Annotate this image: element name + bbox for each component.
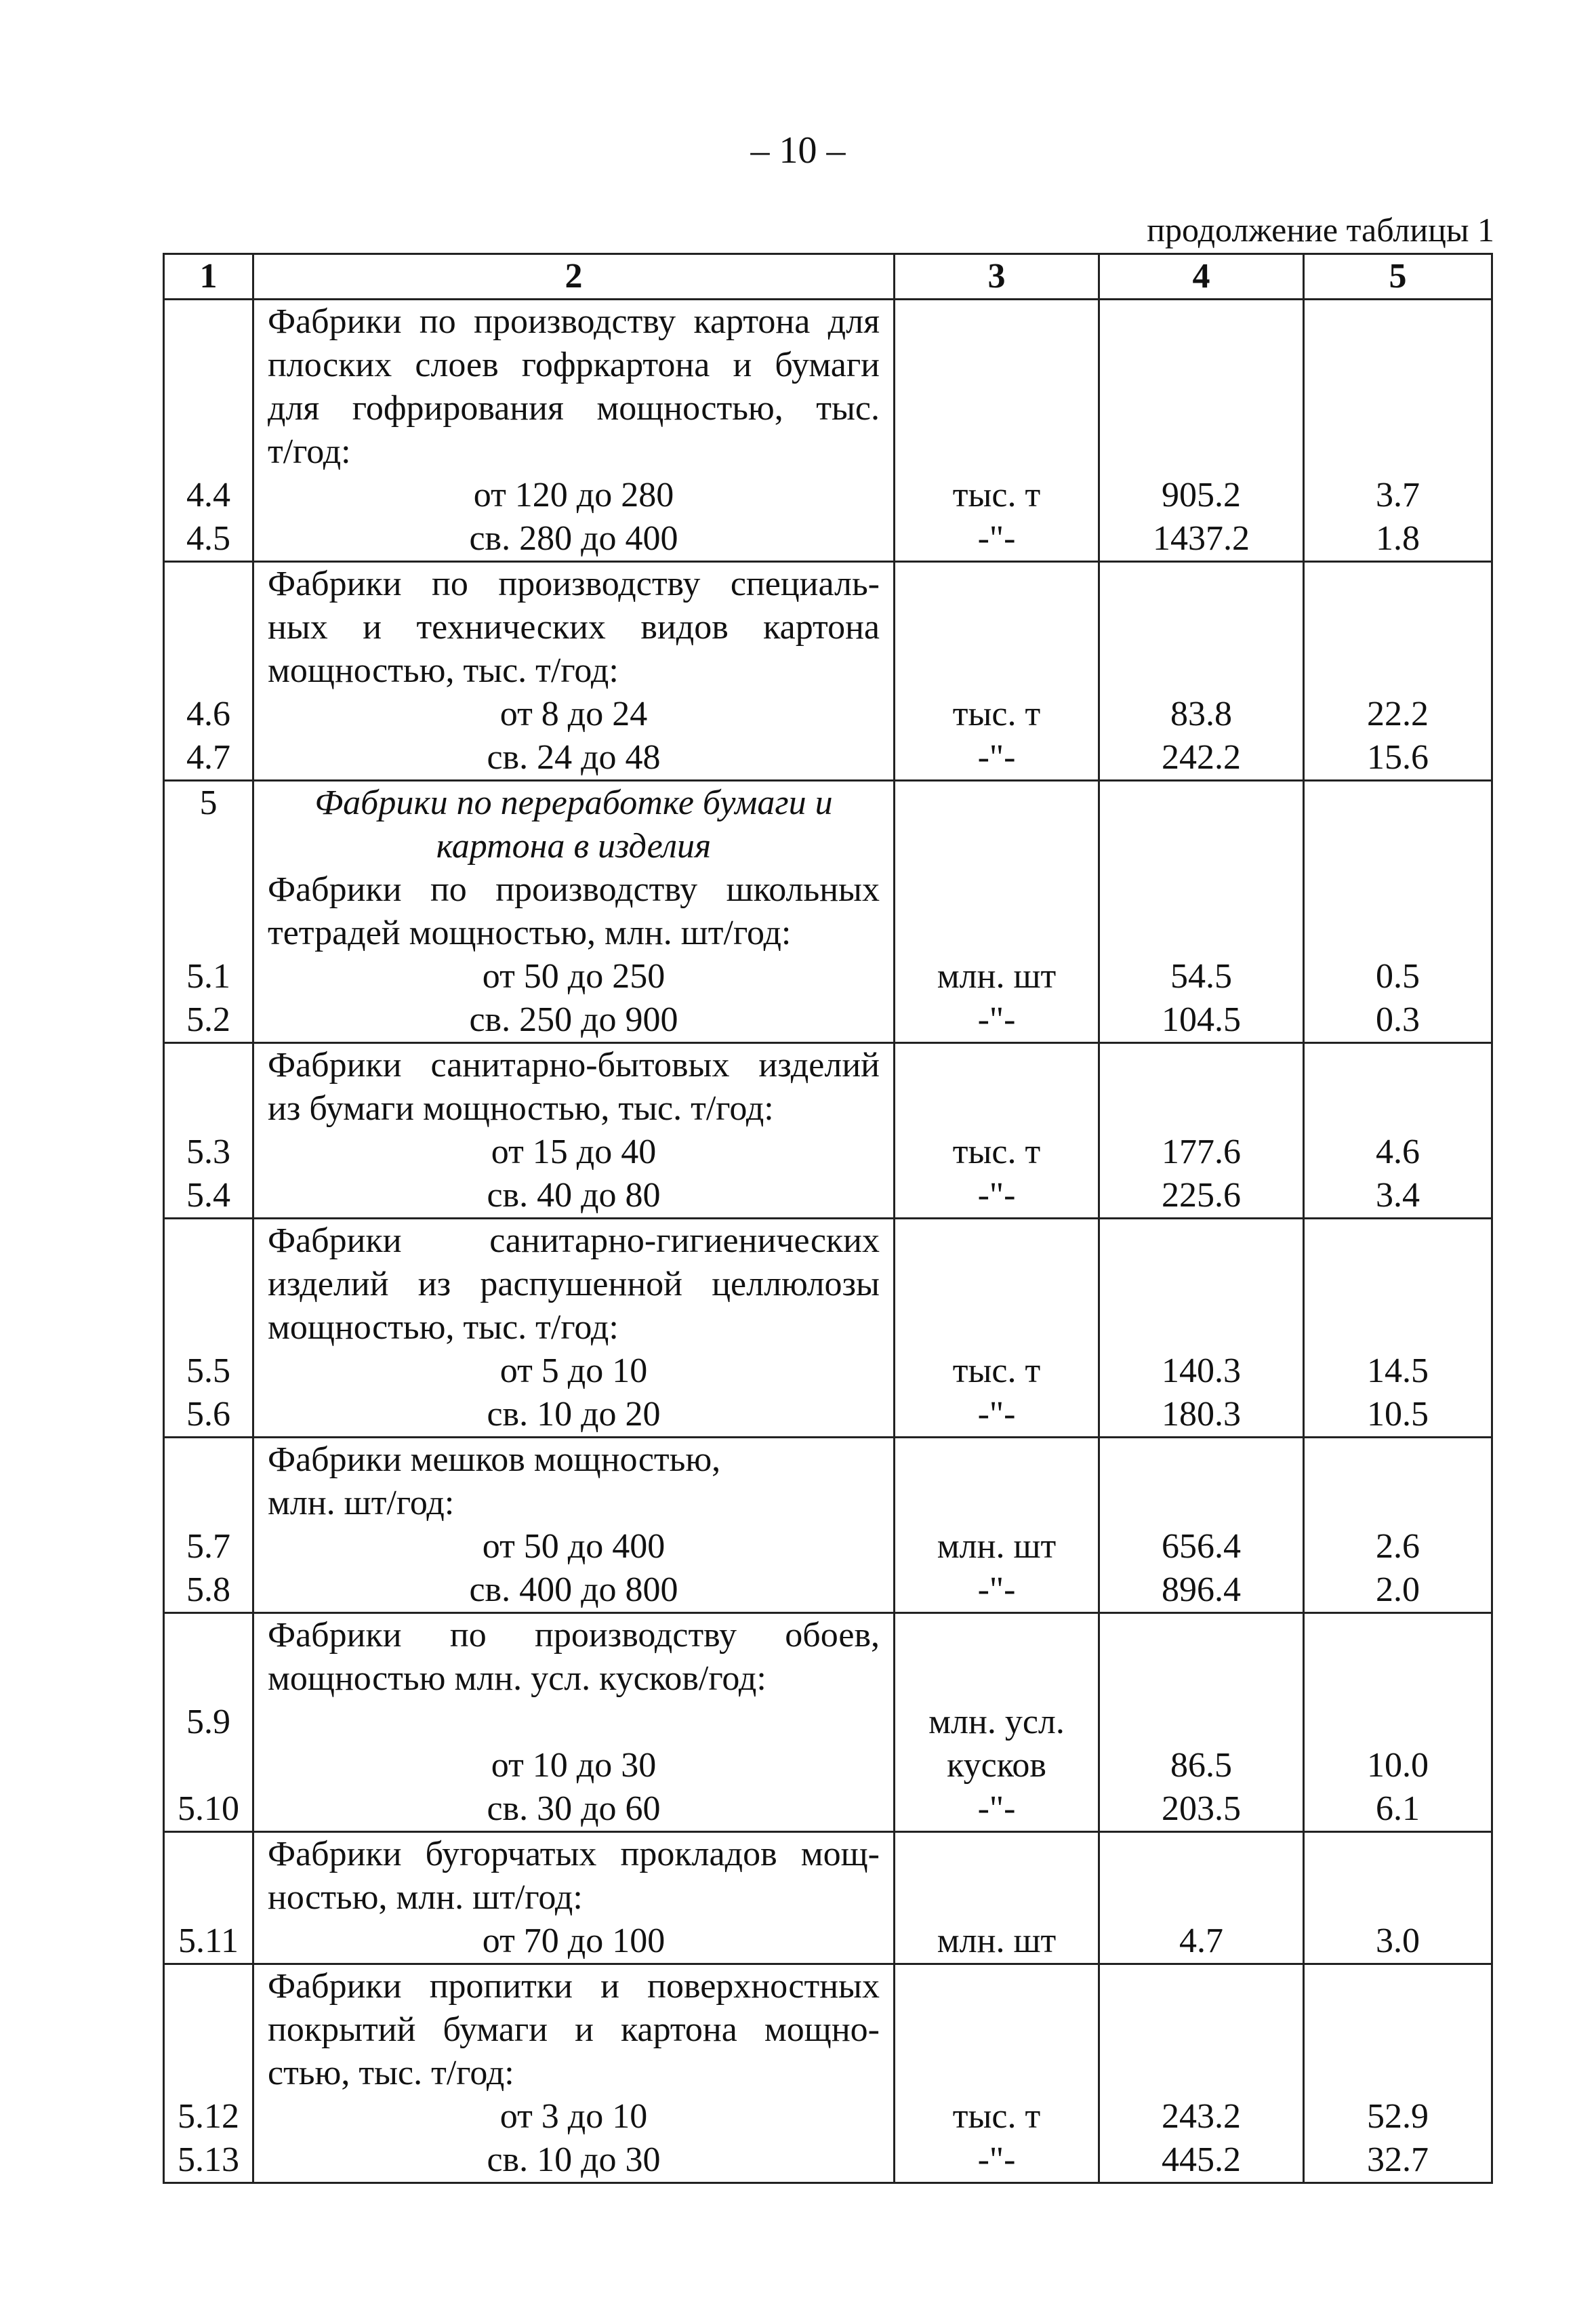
row-unit: тыс. т [952,1352,1041,1390]
row-value-5: 52.9 [1367,2097,1429,2136]
cell-description [253,781,895,1043]
group-heading-line: Фабрики по производству картона для [268,302,880,341]
row-value-4: 445.2 [1162,2140,1241,2179]
group-heading-line: млн. шт/год: [268,1484,455,1522]
row-unit: тыс. т [952,695,1041,733]
row-code: 5.5 [186,1352,230,1390]
cell-code [164,562,253,781]
cell-value-4 [1099,300,1304,562]
group-heading-line: тетрадей мощностью, млн. шт/год: [268,914,792,952]
row-value-5: 15.6 [1367,738,1429,777]
row-code: 5.4 [186,1176,230,1215]
table-row [164,1964,1492,2183]
row-unit: -"- [977,1395,1016,1434]
row-range: от 70 до 100 [482,1922,666,1960]
row-value-4: 225.6 [1162,1176,1241,1215]
cell-unit [895,300,1099,562]
cell-description [253,300,895,562]
row-unit: -"- [977,738,1016,777]
cell-value-4 [1099,562,1304,781]
row-range: св. 30 до 60 [487,1789,661,1828]
row-value-5: 0.3 [1376,1000,1420,1039]
row-value-5: 10.0 [1367,1746,1429,1785]
row-value-5: 3.0 [1376,1922,1420,1960]
table-row [164,562,1492,781]
cell-unit [895,781,1099,1043]
table-row [164,1219,1492,1438]
row-value-4: 905.2 [1162,476,1241,514]
cell-description [253,1043,895,1219]
table-body [164,300,1492,2183]
row-unit: кусков [947,1746,1046,1785]
cell-code [164,300,253,562]
row-value-4: 656.4 [1162,1527,1241,1566]
row-value-4: 1437.2 [1153,519,1250,558]
group-heading-line: изделий из распушенной целлюлозы [268,1265,880,1303]
row-value-4: 140.3 [1162,1352,1241,1390]
row-code: 5.9 [186,1703,230,1741]
table-continuation-label: продолжение таблицы 1 [1147,211,1494,249]
table-row [164,1613,1492,1832]
row-value-5: 22.2 [1367,695,1429,733]
group-heading-line: Фабрики по производству школьных [268,870,880,909]
cell-unit [895,1438,1099,1613]
row-unit: -"- [977,519,1016,558]
column-header-1: 1 [164,254,253,300]
row-range: от 8 до 24 [499,695,648,733]
group-heading-line: Фабрики бугорчатых прокладов мощ- [268,1835,880,1873]
group-heading-line: Фабрики санитарно-бытовых изделий [268,1046,880,1084]
cell-value-5 [1304,1832,1492,1964]
row-value-5: 3.7 [1376,476,1420,514]
cell-code [164,1438,253,1613]
row-code: 5.12 [178,2097,239,2136]
cell-code [164,1043,253,1219]
section-title-line: Фабрики по переработке бумаги и [314,784,833,822]
row-value-4: 86.5 [1170,1746,1232,1785]
row-range: от 120 до 280 [473,476,674,514]
row-range: св. 250 до 900 [469,1000,678,1039]
cell-code [164,1832,253,1964]
cell-value-5 [1304,781,1492,1043]
row-code: 5.2 [186,1000,230,1039]
cell-value-5 [1304,562,1492,781]
row-value-4: 242.2 [1162,738,1241,777]
group-heading-line: Фабрики пропитки и поверхностных [268,1967,880,2006]
table-row [164,781,1492,1043]
row-value-4: 54.5 [1170,957,1232,996]
cell-value-4 [1099,1219,1304,1438]
group-heading-line: Фабрики по производству специаль- [268,565,880,603]
row-value-4: 243.2 [1162,2097,1241,2136]
group-heading-line: стью, тыс. т/год: [268,2054,514,2092]
row-value-5: 10.5 [1367,1395,1429,1434]
row-value-5: 3.4 [1376,1176,1420,1215]
cell-value-5 [1304,1219,1492,1438]
group-heading-line: ностью, млн. шт/год: [268,1878,583,1917]
cell-value-5 [1304,1613,1492,1832]
group-heading-line: покрытий бумаги и картона мощно- [268,2010,880,2049]
row-code: 5.13 [178,2140,239,2179]
section-title-line: картона в изделия [436,827,712,866]
capacity-table [163,253,1493,2184]
row-range: св. 280 до 400 [469,519,678,558]
row-code: 4.6 [186,695,230,733]
cell-description [253,1438,895,1613]
row-unit: -"- [977,1176,1016,1215]
table-row [164,1832,1492,1964]
row-value-4: 180.3 [1162,1395,1241,1434]
row-code: 4.7 [186,738,230,777]
row-code: 5.8 [186,1570,230,1609]
row-code: 5.1 [186,957,230,996]
group-heading-line: плоских слоев гофркартона и бумаги [268,346,880,384]
group-heading-line: Фабрики санитарно-гигиенических [268,1221,880,1260]
group-heading-line: мощностью, тыс. т/год: [268,651,619,690]
row-code: 4.4 [186,476,230,514]
row-unit: тыс. т [952,476,1041,514]
column-header-5: 5 [1304,254,1492,300]
cell-code [164,1219,253,1438]
row-range: св. 10 до 20 [487,1395,661,1434]
row-range: св. 40 до 80 [487,1176,661,1215]
row-value-5: 4.6 [1376,1133,1420,1171]
cell-value-5 [1304,300,1492,562]
row-code: 5.3 [186,1133,230,1171]
row-value-4: 104.5 [1162,1000,1241,1039]
row-value-5: 2.6 [1376,1527,1420,1566]
column-header-2: 2 [253,254,895,300]
page-number: – 10 – [750,129,846,171]
row-value-5: 6.1 [1376,1789,1420,1828]
cell-unit [895,1832,1099,1964]
cell-code [164,1964,253,2183]
row-unit-top: млн. усл. [928,1703,1065,1741]
row-range: от 50 до 400 [482,1527,666,1566]
row-value-5: 0.5 [1376,957,1420,996]
cell-value-5 [1304,1964,1492,2183]
cell-description [253,1832,895,1964]
cell-value-5 [1304,1438,1492,1613]
cell-unit [895,1043,1099,1219]
cell-value-5 [1304,1043,1492,1219]
cell-value-4 [1099,1613,1304,1832]
column-header-4: 4 [1099,254,1304,300]
row-unit: -"- [977,2140,1016,2179]
row-range: от 10 до 30 [491,1746,657,1785]
row-value-4: 4.7 [1179,1922,1223,1960]
group-heading-line: Фабрики по производству обоев, [268,1616,880,1655]
row-code: 4.5 [186,519,230,558]
group-heading-line: для гофрирования мощностью, тыс. [268,389,880,428]
cell-unit [895,1219,1099,1438]
row-unit: млн. шт [937,957,1057,996]
row-range: св. 10 до 30 [487,2140,661,2179]
row-unit: тыс. т [952,2097,1041,2136]
row-value-5: 14.5 [1367,1352,1429,1390]
cell-code [164,781,253,1043]
row-code: 5.7 [186,1527,230,1566]
row-value-4: 203.5 [1162,1789,1241,1828]
group-heading-line: т/год: [268,432,351,471]
cell-unit [895,1613,1099,1832]
row-range: от 5 до 10 [499,1352,648,1390]
section-code: 5 [199,784,218,822]
group-heading-line: из бумаги мощностью, тыс. т/год: [268,1089,774,1128]
row-value-5: 2.0 [1376,1570,1420,1609]
cell-value-4 [1099,1043,1304,1219]
row-value-4: 896.4 [1162,1570,1241,1609]
row-value-4: 83.8 [1170,695,1232,733]
row-unit: млн. шт [937,1527,1057,1566]
cell-unit [895,562,1099,781]
cell-unit [895,1964,1099,2183]
column-header-3: 3 [895,254,1099,300]
row-unit: млн. шт [937,1922,1057,1960]
group-heading-line: Фабрики мешков мощностью, [268,1440,721,1479]
cell-description [253,562,895,781]
table-header-row [164,254,1492,300]
table-row [164,300,1492,562]
cell-value-4 [1099,781,1304,1043]
row-unit: -"- [977,1000,1016,1039]
cell-code [164,1613,253,1832]
group-heading-line: мощностью млн. усл. кусков/год: [268,1659,766,1698]
group-heading-line: мощностью, тыс. т/год: [268,1308,619,1347]
row-range: от 15 до 40 [491,1133,657,1171]
row-code: 5.11 [178,1922,239,1960]
table-row [164,1043,1492,1219]
group-heading-line: ных и технических видов картона [268,608,880,647]
row-code: 5.10 [178,1789,239,1828]
table-row [164,1438,1492,1613]
row-range: св. 24 до 48 [487,738,661,777]
row-range: св. 400 до 800 [469,1570,678,1609]
cell-value-4 [1099,1832,1304,1964]
row-range: от 50 до 250 [482,957,666,996]
row-unit: -"- [977,1570,1016,1609]
row-value-4: 177.6 [1162,1133,1241,1171]
row-value-5: 1.8 [1376,519,1420,558]
cell-description [253,1613,895,1832]
row-unit: -"- [977,1789,1016,1828]
row-code: 5.6 [186,1395,230,1434]
row-range: от 3 до 10 [499,2097,648,2136]
cell-description [253,1964,895,2183]
row-value-5: 32.7 [1367,2140,1429,2179]
cell-description [253,1219,895,1438]
cell-value-4 [1099,1438,1304,1613]
row-unit: тыс. т [952,1133,1041,1171]
cell-value-4 [1099,1964,1304,2183]
